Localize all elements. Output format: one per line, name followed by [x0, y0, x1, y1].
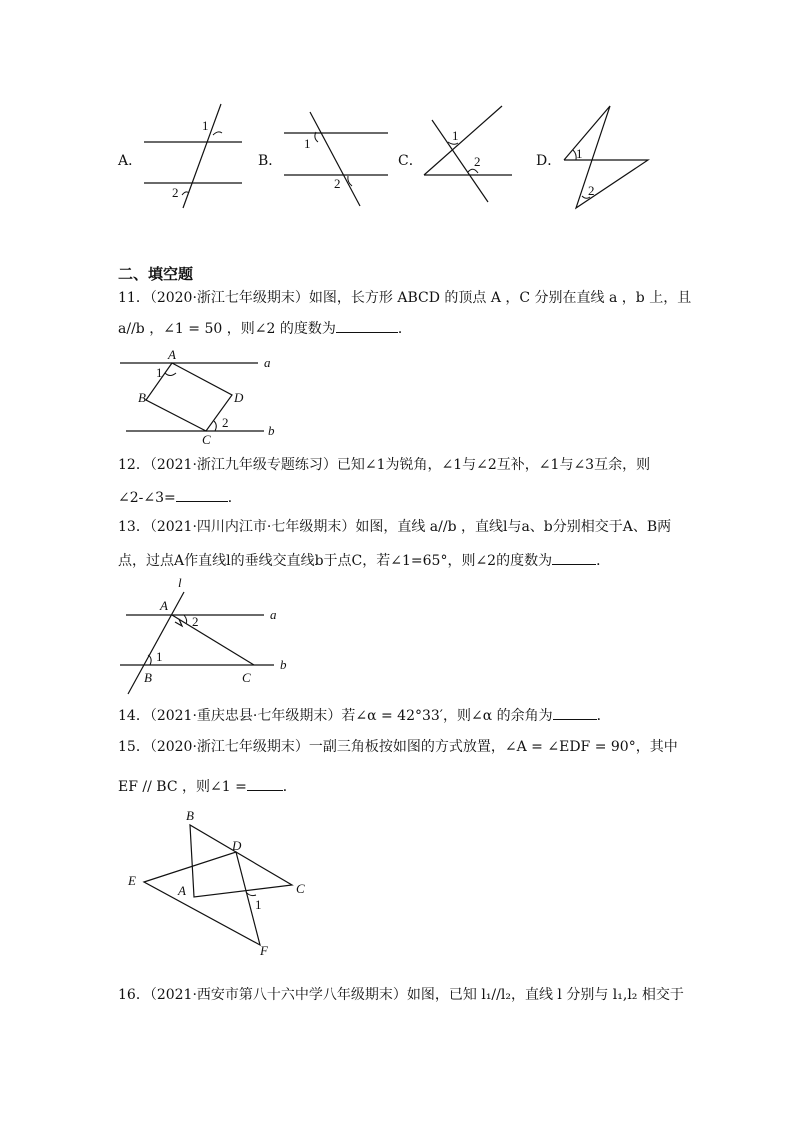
- line-b-label: b: [268, 423, 275, 438]
- point-c-label: C: [242, 670, 251, 685]
- angle-1-label: 1: [576, 146, 583, 161]
- angle-1-label: 1: [452, 128, 459, 143]
- answer-blank: [553, 705, 597, 720]
- q13-text: 点，过点A作直线l的垂线交直线b于点C，若∠1=65°，则∠2的度数为: [118, 553, 553, 569]
- q11-line1: 11．（2020·浙江七年级期末）如图，长方形 ABCD 的顶点 A ，C 分别在直线 a ，b 上，且: [118, 290, 692, 306]
- vertex-b-label: B: [138, 390, 146, 405]
- section-title: 二、填空题: [118, 265, 194, 283]
- option-b-figure: [280, 100, 395, 210]
- answer-blank: [247, 776, 283, 791]
- angle-1-label: 1: [255, 897, 262, 912]
- line-b-label: b: [280, 657, 287, 672]
- option-a-label: A．: [118, 153, 143, 169]
- q14-end: ．: [596, 708, 611, 724]
- q13-line2: [118, 550, 610, 571]
- q14-text: 14．（2021·重庆忠县·七年级期末）若∠α = 42°33′，则∠α 的余角为: [118, 708, 553, 724]
- angle-2-label: 2: [192, 614, 199, 629]
- point-b-label: B: [144, 670, 152, 685]
- line-a-label: a: [270, 607, 277, 622]
- q15-line2: [118, 776, 297, 797]
- vertex-c-label: C: [202, 432, 211, 447]
- angle-2-label: 2: [334, 176, 341, 191]
- option-b-label: B．: [258, 153, 283, 169]
- vertex-d-label: D: [234, 390, 244, 405]
- angle-1-label: 1: [156, 365, 163, 380]
- q11-line2: [118, 318, 412, 339]
- line-l-label: l: [178, 575, 182, 590]
- answer-blank: [336, 318, 398, 333]
- q12-text: ∠2-∠3=: [118, 490, 176, 506]
- option-a-figure: [140, 100, 250, 210]
- q13-end: ．: [596, 553, 611, 569]
- q12-line1: 12．（2021·浙江九年级专题练习）已知∠1为锐角，∠1与∠2互补，∠1与∠3互余，则: [118, 457, 651, 473]
- q11-text: a//b ，∠1 = 50 ，则∠2 的度数为: [118, 321, 336, 337]
- q12-end: ．: [227, 490, 242, 506]
- vertex-d-label: D: [232, 838, 242, 853]
- q13-line1: 13．（2021·四川内江市·七年级期末）如图，直线 a//b ，直线l与a、b分别相交于A、B两: [118, 519, 672, 535]
- angle-2-label: 2: [474, 154, 481, 169]
- option-c-label: C．: [398, 153, 423, 169]
- answer-blank: [552, 550, 596, 565]
- q15-figure: [118, 805, 318, 965]
- vertex-c-label: C: [296, 881, 305, 896]
- angle-2-label: 2: [588, 183, 595, 198]
- answer-blank: [176, 487, 228, 502]
- q12-line2: [118, 487, 242, 508]
- vertex-e-label: E: [128, 873, 136, 888]
- angle-2-label: 2: [172, 185, 179, 200]
- angle-1-label: 1: [304, 136, 311, 151]
- q15-line1: 15．（2020·浙江七年级期末）一副三角板按如图的方式放置，∠A = ∠EDF = 90°，其中: [118, 739, 678, 755]
- option-c-figure: [420, 100, 520, 210]
- q16-line1: 16．（2021·西安市第八十六中学八年级期末）如图，已知 l₁//l₂，直线 l 分别与 l₁,l₂ 相交于: [118, 987, 684, 1003]
- vertex-f-label: F: [260, 943, 268, 958]
- vertex-a-label: A: [168, 347, 176, 362]
- vertex-b-label: B: [186, 808, 194, 823]
- angle-1-label: 1: [156, 649, 163, 664]
- angle-1-label: 1: [202, 118, 209, 133]
- line-a-label: a: [264, 355, 271, 370]
- option-d-figure: [560, 100, 660, 215]
- angle-2-label: 2: [222, 415, 229, 430]
- q15-text: EF // BC ，则∠1 =: [118, 779, 247, 795]
- q14-line1: [118, 705, 611, 726]
- q11-end: ．: [397, 321, 412, 337]
- point-a-label: A: [160, 598, 168, 613]
- vertex-a-label: A: [178, 883, 186, 898]
- q11-figure: [118, 345, 288, 450]
- q13-figure: [118, 575, 293, 698]
- option-d-label: D．: [536, 153, 562, 169]
- q15-end: ．: [282, 779, 297, 795]
